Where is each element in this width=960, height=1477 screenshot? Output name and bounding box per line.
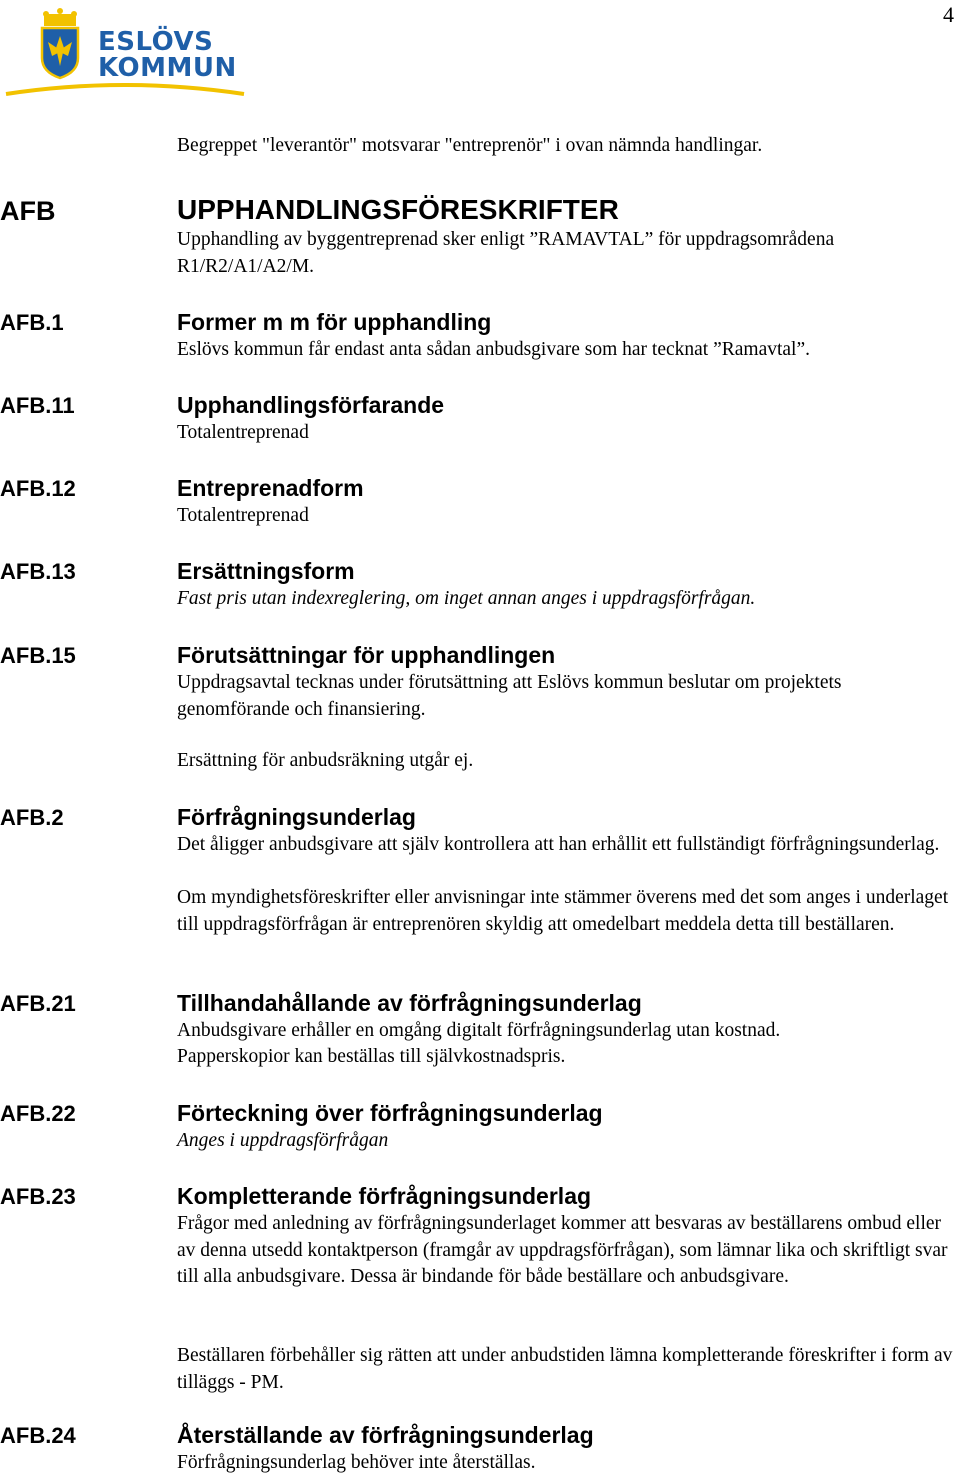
- section-heading-afb1: Former m m för upphandling: [177, 309, 492, 335]
- section-body-afb23: Frågor med anledning av förfrågningsunderlaget kommer att besvaras av beställarens ombud eller av denna utsedd kontaktperson (framgår av uppdragsförfrågan), som lämnar lika och skriftligt svar till alla anbudsgivare. Dessa är bindande för både beställare och anbudsgivare.: [177, 1213, 948, 1287]
- section-code-afb21: AFB.21: [0, 991, 76, 1016]
- section-code-afb2: AFB.2: [0, 805, 64, 830]
- section-body-afb15: Uppdragsavtal tecknas under förutsättning att Eslövs kommun beslutar om projektets genomförande och finansiering.: [177, 672, 842, 720]
- section-body2-afb21: Papperskopior kan beställas till självkostnadspris.: [177, 1046, 566, 1067]
- section-body-afb21: Anbudsgivare erhåller en omgång digitalt förfrågningsunderlag utan kostnad.: [177, 1020, 781, 1041]
- section-heading-afb13: Ersättningsform: [177, 558, 355, 584]
- logo-text-line1: ESLÖVS: [98, 27, 214, 57]
- section-body2-afb23: Beställaren förbehåller sig rätten att under anbudstiden lämna kompletterande föreskrifter i form av tilläggs - PM.: [177, 1345, 953, 1393]
- section-heading-afb2: Förfrågningsunderlag: [177, 804, 416, 830]
- eslovs-kommun-logo: [4, 6, 249, 98]
- section-heading-afb21: Tillhandahållande av förfrågningsunderlag: [177, 990, 642, 1016]
- section-body-afb12: Totalentreprenad: [177, 505, 309, 526]
- section-body-afb11: Totalentreprenad: [177, 422, 309, 443]
- section-body-afb: Upphandling av byggentreprenad sker enligt ”RAMAVTAL” för uppdragsområdena R1/R2/A1/A2/M.: [177, 229, 835, 277]
- section-code-afb12: AFB.12: [0, 476, 76, 501]
- section-body-afb1: Eslövs kommun får endast anta sådan anbudsgivare som har tecknat ”Ramavtal”.: [177, 339, 811, 360]
- section-code-afb13: AFB.13: [0, 559, 76, 584]
- intro-text: Begreppet "leverantör" motsvarar "entreprenör" i ovan nämnda handlingar.: [177, 135, 763, 156]
- page-number: 4: [943, 2, 954, 27]
- section-code-afb11: AFB.11: [0, 393, 75, 418]
- section-heading-afb12: Entreprenadform: [177, 475, 364, 501]
- section-heading-afb: UPPHANDLINGSFÖRESKRIFTER: [177, 194, 619, 225]
- section-code-afb24: AFB.24: [0, 1423, 76, 1448]
- section-code-afb23: AFB.23: [0, 1184, 76, 1209]
- section-body2-afb2: Om myndighetsföreskrifter eller anvisningar inte stämmer överens med det som anges i underlaget till uppdragsförfrågan är entreprenören skyldig att omedelbart meddela detta till beställaren.: [177, 887, 949, 935]
- section-heading-afb15: Förutsättningar för upphandlingen: [177, 642, 556, 668]
- section-body2-afb15: Ersättning för anbudsräkning utgår ej.: [177, 750, 474, 771]
- section-heading-afb23: Kompletterande förfrågningsunderlag: [177, 1183, 592, 1209]
- section-heading-afb22: Förteckning över förfrågningsunderlag: [177, 1100, 603, 1126]
- section-heading-afb11: Upphandlingsförfarande: [177, 392, 445, 418]
- section-body-afb2: Det åligger anbudsgivare att själv kontrollera att han erhållit ett fullständigt förfrågningsunderlag.: [177, 834, 940, 855]
- section-body-afb22: Anges i uppdragsförfrågan: [177, 1130, 389, 1151]
- section-code-afb1: AFB.1: [0, 310, 64, 335]
- section-heading-afb24: Återställande av förfrågningsunderlag: [177, 1422, 594, 1448]
- section-body-afb13: Fast pris utan indexreglering, om inget annan anges i uppdragsförfrågan.: [177, 588, 756, 609]
- section-code-afb15: AFB.15: [0, 643, 76, 668]
- section-code-afb22: AFB.22: [0, 1101, 76, 1126]
- logo-text-line2: KOMMUN: [98, 53, 237, 83]
- section-body-afb24: Förfrågningsunderlag behöver inte återställas.: [177, 1452, 536, 1473]
- section-code-afb: AFB: [0, 196, 56, 226]
